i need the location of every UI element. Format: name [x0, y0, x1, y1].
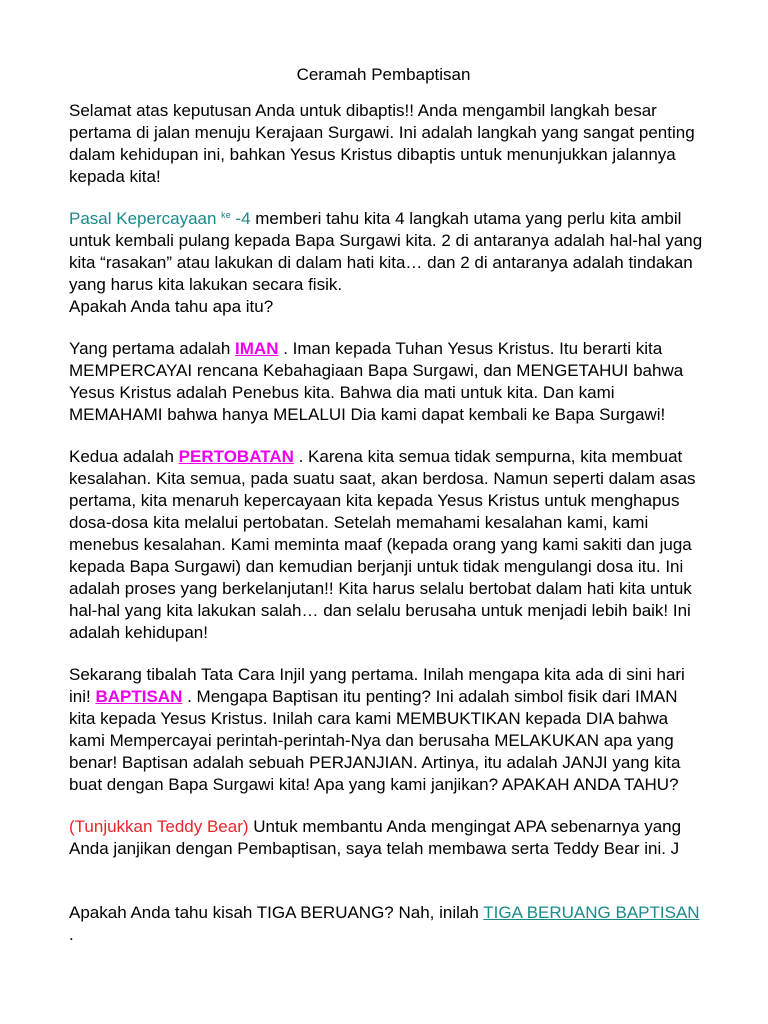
teddy-bear-cue: (Tunjukkan Teddy Bear) [69, 817, 249, 836]
keyword-iman: IMAN [235, 339, 279, 358]
paragraph-articles-of-faith [69, 208, 708, 318]
paragraph-teddy-bear: (Tunjukkan Teddy Bear) Untuk membantu Anda mengingat APA sebenarnya yang Anda janjikan dengan Pembaptisan, saya telah membawa serta Teddy Bear ini. J [69, 817, 682, 858]
paragraph-three-bears: Apakah Anda tahu kisah TIGA BERUANG? Nah, inilah TIGA BERUANG BAPTISAN . [69, 903, 700, 944]
three-bears-link[interactable]: TIGA BERUANG BAPTISAN [483, 903, 700, 922]
paragraph-question: Apakah Anda tahu apa itu? [69, 297, 274, 316]
articles-of-faith-reference: Pasal Kepercayaan [69, 209, 217, 228]
document-title: Ceramah Pembaptisan [296, 65, 471, 84]
paragraph-intro: Selamat atas keputusan Anda untuk dibaptis!! Anda mengambil langkah besar pertama di jalan menuju Kerajaan Surgawi. Ini adalah langkah yang sangat penting dalam kehidupan ini, bahkan Yesus Kristus dibaptis untuk menunjukkan jalannya kepada kita! [69, 101, 695, 186]
paragraph-articles-text: memberi tahu kita 4 langkah utama yang perlu kita ambil untuk kembali pulang kepada Bapa Surgawi kita. 2 di antaranya adalah hal-hal yang kita “rasakan” atau lakukan di dalam hati kita… dan 2 di antaranya adalah tindakan yang harus kita lakukan secara fisik. [69, 209, 703, 294]
paragraph-baptism: Sekarang tibalah Tata Cara Injil yang pertama. Inilah mengapa kita ada di sini hari ini! BAPTISAN . Mengapa Baptisan itu penting? Ini adalah simbol fisik dari IMAN kita kepada Yesus Kristus. Inilah cara kami MEMBUKTIKAN kepada DIA bahwa kami Mempercayai perintah-perintah-Nya dan berusaha MELAKUKAN apa yang benar! Baptisan adalah sebuah PERJANJIAN. Artinya, itu adalah JANJI yang kita buat dengan Bapa Surgawi kita! Apa yang kami janjikan? APAKAH ANDA TAHU? [69, 665, 685, 794]
paragraph-repentance: Kedua adalah PERTOBATAN . Karena kita semua tidak sempurna, kita membuat kesalahan. Kita semua, pada suatu saat, akan berdosa. Namun seperti dalam asas pertama, kita menaruh kepercayaan kita kepada Yesus Kristus untuk menghapus dosa-dosa kita melalui pertobatan. Setelah memahami kesalahan kami, kami menebus kesalahan. Kami meminta maaf (kepada orang yang kami sakiti dan juga kepada Bapa Surgawi) dan kemudian berjanji untuk tidak mengulangi dosa itu. Ini adalah proses yang berkelanjutan!! Kita harus selalu bertobat dalam hati kita untuk hal-hal yang kita lakukan salah… dan selalu berusaha untuk menjadi lebih baik! Ini adalah kehidupan! [69, 447, 696, 642]
articles-of-faith-number: -4 [235, 209, 251, 228]
keyword-baptisan: BAPTISAN [95, 687, 183, 706]
keyword-pertobatan: PERTOBATAN [178, 447, 294, 466]
superscript-ke: ke [221, 210, 231, 220]
paragraph-faith: Yang pertama adalah IMAN . Iman kepada Tuhan Yesus Kristus. Itu berarti kita MEMPERCAYAI rencana Kebahagiaan Bapa Surgawi, dan MENGETAHUI bahwa Yesus Kristus adalah Penebus kita. Bahwa dia mati untuk kita. Dan kami MEMAHAMI bahwa hanya MELALUI Dia kami dapat kembali ke Bapa Surgawi! [69, 339, 684, 424]
